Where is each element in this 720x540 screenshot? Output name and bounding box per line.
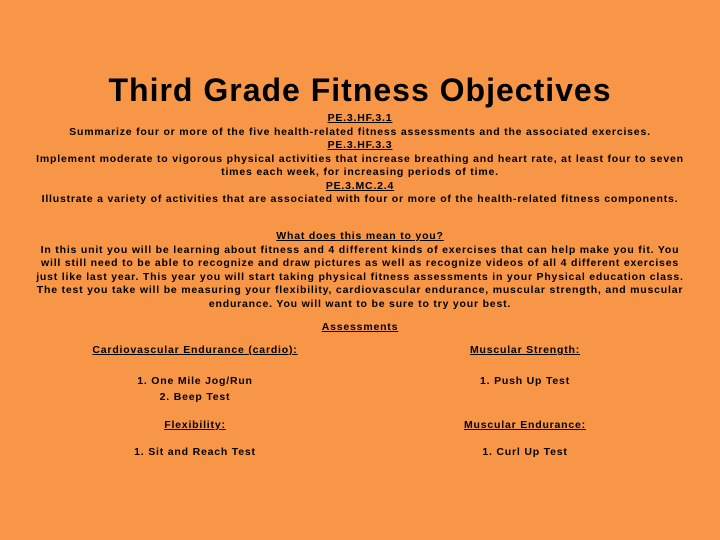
list-item: 2. Beep Test <box>159 390 231 403</box>
objective-code: PE.3.HF.3.3 <box>327 139 393 151</box>
list-item: 1. Curl Up Test <box>482 446 568 458</box>
list-item: 1. Sit and Reach Test <box>134 446 256 458</box>
objective-description: Implement moderate to vigorous physical activities that increase breathing and heart rate, at least four to seven times each week, for increasing periods of time. <box>36 152 684 178</box>
objective-description: Illustrate a variety of activities that are associated with four or more of the health-related fitness components. <box>41 193 679 205</box>
endurance-label: Muscular Endurance: <box>464 419 586 431</box>
flexibility-tests <box>45 445 345 461</box>
strength-tests <box>375 374 675 390</box>
strength-label: Muscular Strength: <box>469 344 581 356</box>
meaning-heading: What does this mean to you? <box>276 230 444 242</box>
objective-description: Summarize four or more of the five health-related fitness assessments and the associated exercises. <box>69 125 651 138</box>
flexibility-label: Flexibility: <box>164 419 226 431</box>
objective-code: PE.3.HF.3.1 <box>327 112 393 124</box>
meaning-body: In this unit you will be learning about fitness and 4 different kinds of exercises that can help make you fit. You will still need to be able to recognize and draw pictures as well as recognize videos of all 4 different exercises just like last year. This year you will start taking physical fitness assessments in your Physical education class. The test you take will be measuring your flexibility, cardiovascular endurance, muscular strength, and muscular endurance. You will want to be sure to try your best. <box>36 243 684 310</box>
endurance-tests <box>375 445 675 461</box>
meaning-section <box>30 230 690 311</box>
cardio-tests <box>45 374 345 405</box>
assessments-heading: Assessments <box>321 321 399 333</box>
objective-code: PE.3.MC.2.4 <box>325 179 395 192</box>
cardio-label: Cardiovascular Endurance (cardio): <box>92 344 298 356</box>
objectives-list <box>30 112 690 207</box>
page-title: Third Grade Fitness Objectives <box>108 72 612 108</box>
list-item: 1. Push Up Test <box>480 375 570 387</box>
list-item: 1. One Mile Jog/Run <box>137 375 253 387</box>
